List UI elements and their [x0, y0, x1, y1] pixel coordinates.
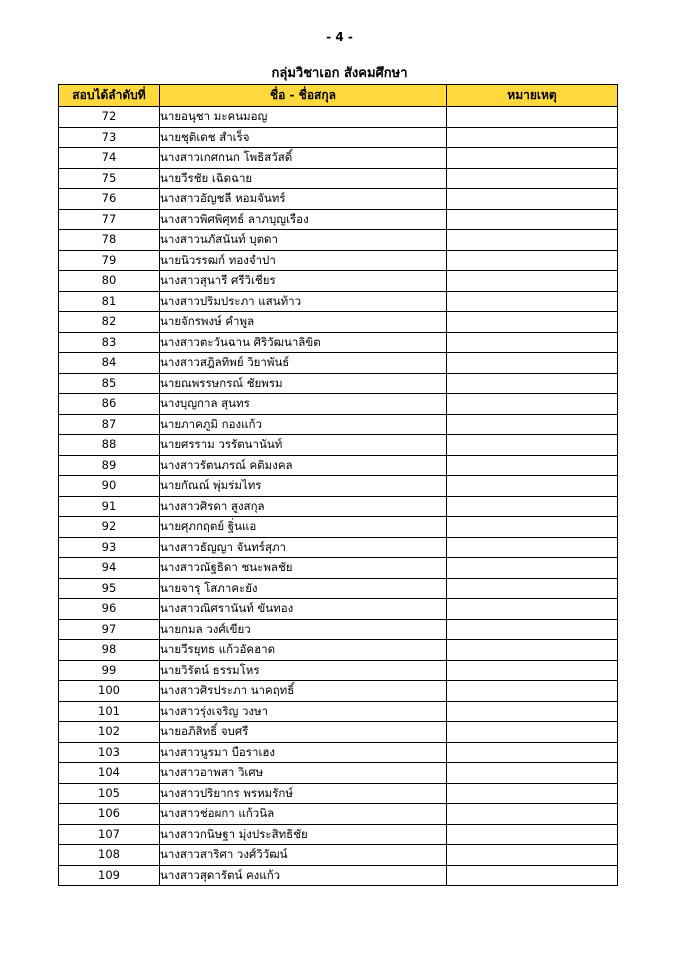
- row-note: [447, 291, 618, 312]
- row-note: [447, 537, 618, 558]
- table-row: [59, 148, 618, 169]
- row-note: [447, 599, 618, 620]
- table-title: กลุ่มวิชาเอก สังคมศึกษา: [271, 66, 408, 81]
- row-name: นายภาคภูมิ กองแก้ว: [160, 414, 447, 435]
- row-rank: 105: [59, 783, 160, 804]
- row-name: นางสาวรัตนภรณ์ คติมงคล: [160, 455, 447, 476]
- table-row: [59, 599, 618, 620]
- row-note: [447, 455, 618, 476]
- header-note: หมายเหตุ: [447, 85, 618, 107]
- row-note: [447, 312, 618, 333]
- row-note: [447, 722, 618, 743]
- table-row: [59, 291, 618, 312]
- row-name: นางสาวรุ่งเจริญ วงษา: [160, 701, 447, 722]
- row-rank: 73: [59, 127, 160, 148]
- row-name: นางสาวณัฐธิดา ชนะพลชัย: [160, 558, 447, 579]
- table-row: [59, 476, 618, 497]
- table-row: [59, 578, 618, 599]
- row-rank: 74: [59, 148, 160, 169]
- row-note: [447, 845, 618, 866]
- table-row: [59, 640, 618, 661]
- row-name: นายวีรชัย เฉิดฉาย: [160, 168, 447, 189]
- table-row: [59, 435, 618, 456]
- header-row: [59, 85, 618, 107]
- row-rank: 99: [59, 660, 160, 681]
- row-name: นายกัณณ์ พุ่มร่มไทร: [160, 476, 447, 497]
- row-note: [447, 496, 618, 517]
- row-rank: 77: [59, 209, 160, 230]
- row-note: [447, 107, 618, 128]
- row-name: นายอนุชา มะคนมอญ: [160, 107, 447, 128]
- table-row: [59, 394, 618, 415]
- row-name: นายณพรรษกรณ์ ชัยพรม: [160, 373, 447, 394]
- table-row: [59, 865, 618, 886]
- table-row: [59, 824, 618, 845]
- row-note: [447, 476, 618, 497]
- row-note: [447, 578, 618, 599]
- row-note: [447, 783, 618, 804]
- row-rank: 83: [59, 332, 160, 353]
- row-name: นางสาวกนิษฐา มุ่งประสิทธิชัย: [160, 824, 447, 845]
- row-name: นางสาวสฎิลทิพย์ วิยาพันธ์: [160, 353, 447, 374]
- row-name: นางสาวปริยากร พรหมรักษ์: [160, 783, 447, 804]
- row-note: [447, 640, 618, 661]
- row-rank: 80: [59, 271, 160, 292]
- row-name: นางสาวนภัสนันท์ บุตดา: [160, 230, 447, 251]
- row-name: นางสาวอาพสา วิเศษ: [160, 763, 447, 784]
- row-name: นางสาวเกศกนก โพธิสวัสดิ์: [160, 148, 447, 169]
- table-row: [59, 763, 618, 784]
- table-row: [59, 619, 618, 640]
- table-row: [59, 189, 618, 210]
- row-rank: 107: [59, 824, 160, 845]
- row-note: [447, 619, 618, 640]
- table-row: [59, 681, 618, 702]
- table-row: [59, 230, 618, 251]
- table-row: [59, 742, 618, 763]
- table-row: [59, 722, 618, 743]
- header-name: ชื่อ - ชื่อสกุล: [160, 85, 447, 107]
- row-rank: 90: [59, 476, 160, 497]
- table-header: [59, 85, 618, 107]
- row-rank: 103: [59, 742, 160, 763]
- row-rank: 95: [59, 578, 160, 599]
- table-row: [59, 373, 618, 394]
- row-name: นางสาวตะวันฉาน ศิริวัฒนาลิขิต: [160, 332, 447, 353]
- table-row: [59, 845, 618, 866]
- row-rank: 94: [59, 558, 160, 579]
- table-row: [59, 127, 618, 148]
- row-note: [447, 824, 618, 845]
- row-note: [447, 414, 618, 435]
- page-number: - 4 -: [326, 30, 353, 44]
- row-note: [447, 701, 618, 722]
- row-note: [447, 271, 618, 292]
- row-rank: 75: [59, 168, 160, 189]
- row-name: นางสาวช่อผกา แก้วนิล: [160, 804, 447, 825]
- row-rank: 81: [59, 291, 160, 312]
- row-rank: 97: [59, 619, 160, 640]
- row-name: นายชุติเดช สำเร็จ: [160, 127, 447, 148]
- row-name: นายกมล วงศ์เขียว: [160, 619, 447, 640]
- row-name: นายวีรยุทธ แก้วอัคฮาด: [160, 640, 447, 661]
- row-rank: 104: [59, 763, 160, 784]
- row-rank: 78: [59, 230, 160, 251]
- row-name: นายวิรัตน์ ธรรมโหร: [160, 660, 447, 681]
- row-note: [447, 517, 618, 538]
- roster-table: [58, 84, 618, 886]
- table-row: [59, 517, 618, 538]
- table-row: [59, 312, 618, 333]
- row-name: นางสาวสุนารี ศรีวิเชียร: [160, 271, 447, 292]
- row-rank: 100: [59, 681, 160, 702]
- row-rank: 86: [59, 394, 160, 415]
- row-name: นางบุญกาล สุนทร: [160, 394, 447, 415]
- row-name: นายศรราม วรรัตนานันท์: [160, 435, 447, 456]
- row-note: [447, 148, 618, 169]
- table-row: [59, 107, 618, 128]
- table-row: [59, 209, 618, 230]
- row-name: นายจักรพงษ์ คำพูล: [160, 312, 447, 333]
- row-note: [447, 435, 618, 456]
- table-row: [59, 455, 618, 476]
- table-row: [59, 496, 618, 517]
- header-rank: สอบได้ลำดับที่: [59, 85, 160, 107]
- table-row: [59, 271, 618, 292]
- row-note: [447, 250, 618, 271]
- row-rank: 93: [59, 537, 160, 558]
- table-row: [59, 701, 618, 722]
- table-row: [59, 804, 618, 825]
- row-rank: 91: [59, 496, 160, 517]
- table-row: [59, 250, 618, 271]
- table-row: [59, 353, 618, 374]
- table-row: [59, 558, 618, 579]
- row-note: [447, 230, 618, 251]
- row-note: [447, 373, 618, 394]
- row-rank: 72: [59, 107, 160, 128]
- row-note: [447, 168, 618, 189]
- row-note: [447, 763, 618, 784]
- row-name: นางสาวปริมประภา แสนท้าว: [160, 291, 447, 312]
- row-note: [447, 660, 618, 681]
- row-note: [447, 189, 618, 210]
- row-rank: 88: [59, 435, 160, 456]
- row-name: นางสาวพิศพิศุทธ์ ลาภบุญเรือง: [160, 209, 447, 230]
- row-note: [447, 681, 618, 702]
- row-note: [447, 353, 618, 374]
- row-rank: 101: [59, 701, 160, 722]
- row-name: นายอภิสิทธิ์ จบศรี: [160, 722, 447, 743]
- row-name: นางสาวศิรประภา นาคฤทธิ์: [160, 681, 447, 702]
- row-rank: 96: [59, 599, 160, 620]
- row-name: นายศุภกฤตย์ ฐิ่นแอ: [160, 517, 447, 538]
- row-note: [447, 558, 618, 579]
- row-rank: 87: [59, 414, 160, 435]
- row-rank: 76: [59, 189, 160, 210]
- row-name: นางสาวสุดารัตน์ คงแก้ว: [160, 865, 447, 886]
- row-rank: 82: [59, 312, 160, 333]
- table-row: [59, 332, 618, 353]
- row-rank: 102: [59, 722, 160, 743]
- row-name: นายจารุ โสภาคะยัง: [160, 578, 447, 599]
- row-note: [447, 332, 618, 353]
- table-row: [59, 414, 618, 435]
- row-name: นางสาวสาริศา วงศ์วิวัฒน์: [160, 845, 447, 866]
- row-note: [447, 209, 618, 230]
- table-row: [59, 168, 618, 189]
- row-note: [447, 804, 618, 825]
- row-note: [447, 865, 618, 886]
- row-rank: 109: [59, 865, 160, 886]
- row-name: นางสาวณิศรานันท์ ขันทอง: [160, 599, 447, 620]
- row-name: นางสาวอัญชลี หอมจันทร์: [160, 189, 447, 210]
- row-name: นางสาวนูรมา บือราเฮง: [160, 742, 447, 763]
- row-rank: 106: [59, 804, 160, 825]
- table-body: [59, 107, 618, 886]
- row-rank: 92: [59, 517, 160, 538]
- row-rank: 108: [59, 845, 160, 866]
- row-name: นายนิวรรฒก์ ทองจำปา: [160, 250, 447, 271]
- row-rank: 89: [59, 455, 160, 476]
- row-name: นางสาวศิรดา สูงสกุล: [160, 496, 447, 517]
- row-note: [447, 742, 618, 763]
- row-note: [447, 127, 618, 148]
- row-rank: 98: [59, 640, 160, 661]
- table-row: [59, 537, 618, 558]
- table-row: [59, 783, 618, 804]
- row-rank: 85: [59, 373, 160, 394]
- table-row: [59, 660, 618, 681]
- row-rank: 84: [59, 353, 160, 374]
- row-rank: 79: [59, 250, 160, 271]
- row-note: [447, 394, 618, 415]
- row-name: นางสาวธัญญา จันทร์สุภา: [160, 537, 447, 558]
